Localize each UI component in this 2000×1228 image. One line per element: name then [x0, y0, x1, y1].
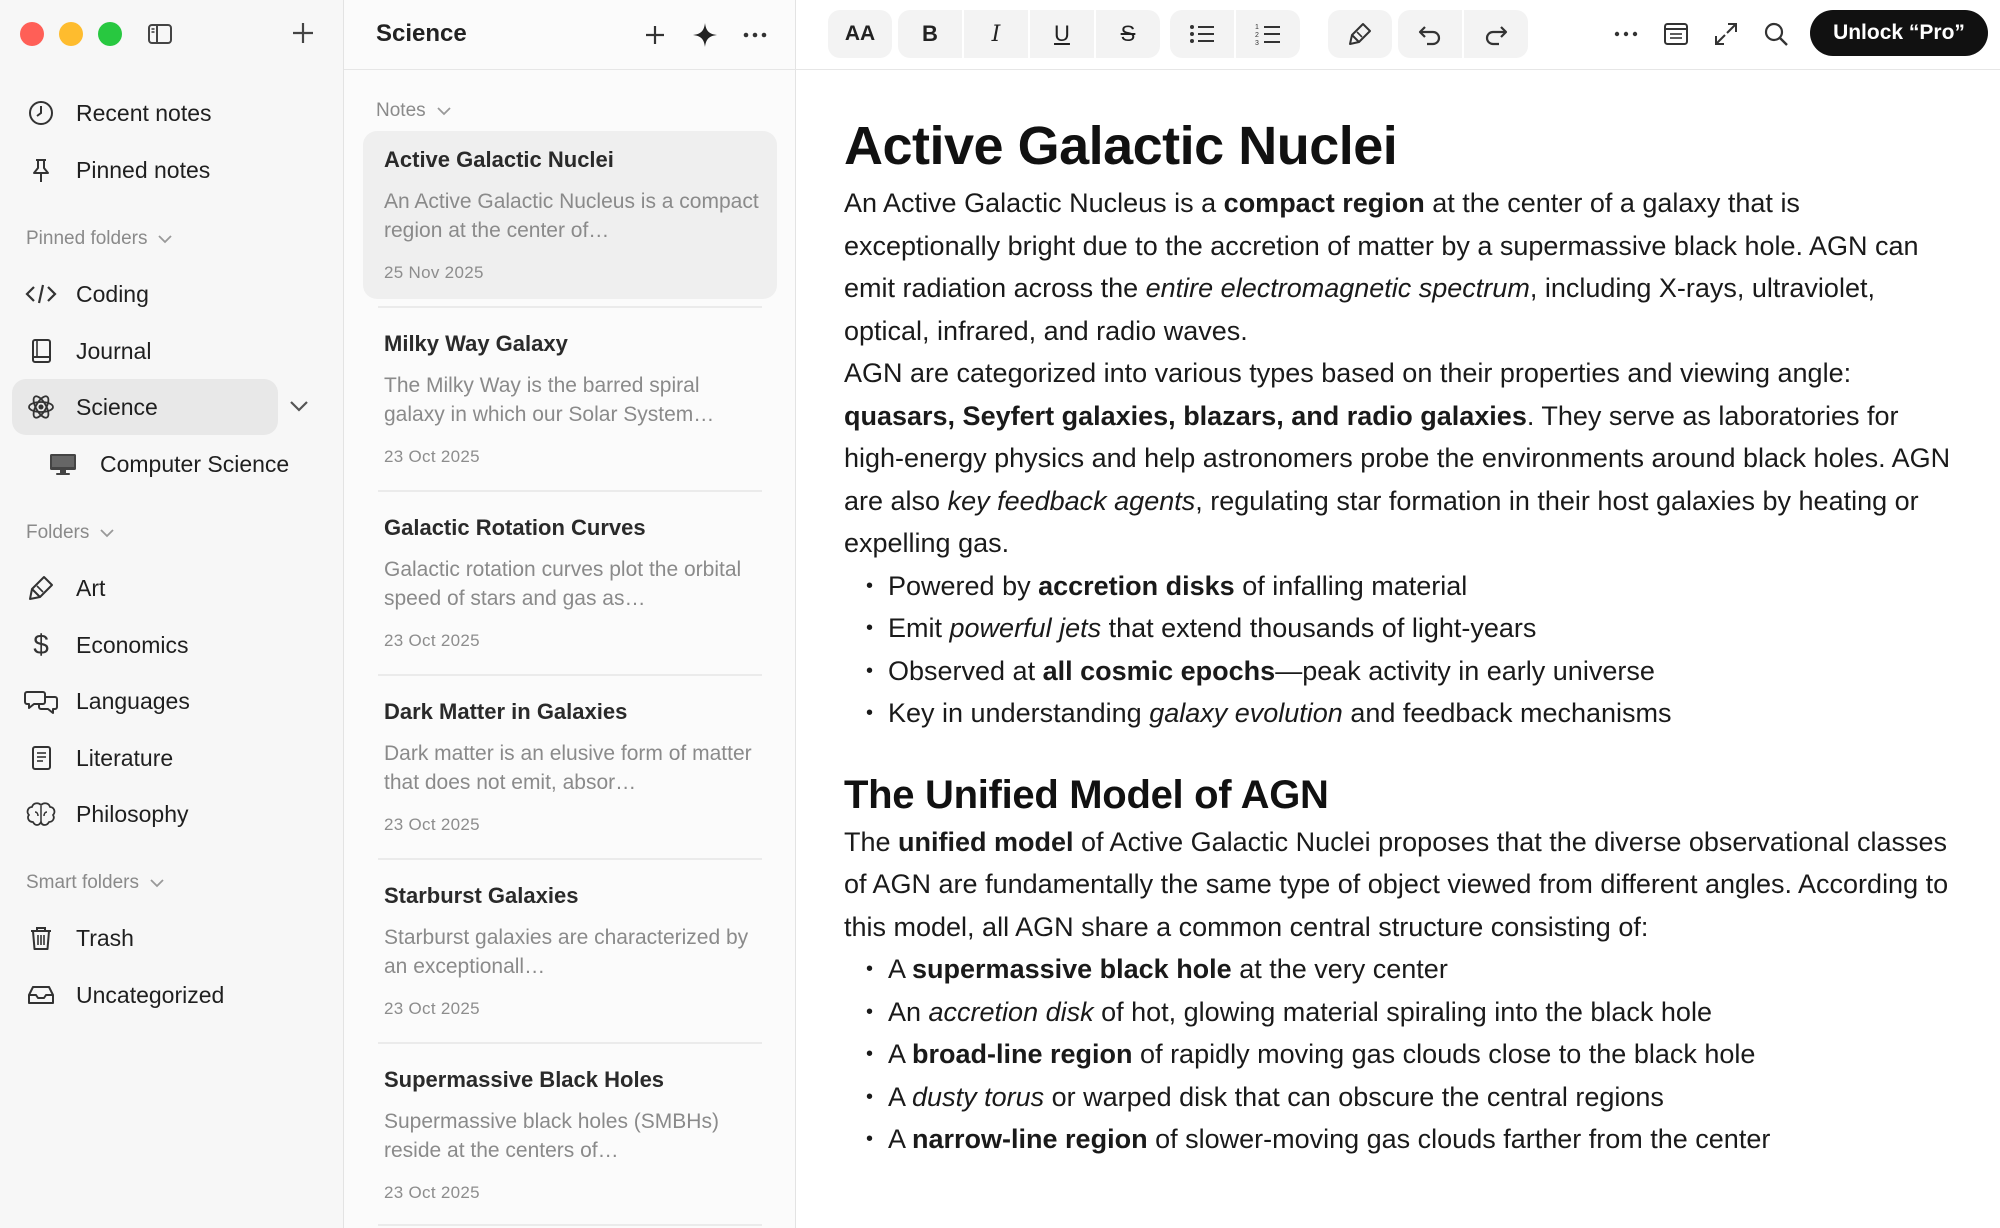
- bold-text: compact region: [1223, 188, 1425, 218]
- atom-icon: [24, 390, 58, 424]
- list-item: [866, 1076, 1954, 1119]
- sidebar-item-uncategorized[interactable]: [12, 967, 320, 1023]
- svg-text:3: 3: [1255, 40, 1259, 46]
- note-title: Milky Way Galaxy: [384, 331, 568, 356]
- italic-text: powerful jets: [949, 613, 1102, 643]
- more-options-icon[interactable]: [1610, 18, 1642, 50]
- clock-icon: [24, 96, 58, 130]
- text-run: An Active Galactic Nucleus is a: [844, 188, 1224, 218]
- notes-section[interactable]: [376, 100, 452, 122]
- sidebar-item-recent-notes[interactable]: [12, 85, 320, 141]
- inbox-icon: [24, 978, 58, 1012]
- bold-button[interactable]: B: [922, 21, 938, 46]
- brain-icon: [24, 797, 58, 831]
- sidebar-item-journal[interactable]: [12, 323, 320, 379]
- sidebar-item-art[interactable]: [12, 560, 320, 616]
- text-run: An: [888, 996, 929, 1027]
- paragraph: [844, 182, 1954, 352]
- text-run: A: [888, 954, 913, 984]
- text-run: The: [844, 826, 899, 857]
- italic-text: galaxy evolution: [1149, 698, 1343, 728]
- editor: [796, 0, 2000, 1228]
- text-style-group: [898, 10, 1160, 58]
- note-heading: Active Galactic Nuclei: [844, 116, 1398, 176]
- window-controls: [20, 22, 122, 46]
- text-run: Key in understanding: [888, 698, 1150, 728]
- bold-text: accretion disks: [1038, 570, 1235, 601]
- sidebar-item-label: Science: [76, 393, 158, 420]
- text-run: . They serve as laboratories for high-energy physics and help astronomers probe the environments around black holes. AGN are also: [844, 400, 1951, 516]
- sidebar-item-label: Coding: [76, 280, 149, 307]
- text-run: that extend thousands of light-years: [1101, 613, 1537, 643]
- section-label: Pinned folders: [26, 228, 148, 249]
- section-label: Folders: [26, 522, 90, 543]
- sidebar-item-philosophy[interactable]: [12, 786, 320, 842]
- sidebar-item-label: Pinned notes: [76, 156, 211, 183]
- history-group: [1398, 10, 1528, 58]
- note-preview: Supermassive black holes (SMBHs) reside at the centers of…: [384, 1110, 719, 1162]
- note-list-item[interactable]: [363, 683, 777, 851]
- text-run: of slower-moving gas clouds farther from the center: [1147, 1124, 1771, 1154]
- text-run: A: [888, 1039, 913, 1069]
- section-label: Notes: [376, 100, 426, 121]
- text-run: of hot, glowing material spiraling into the black hole: [1093, 996, 1712, 1027]
- chevron-down-icon[interactable]: [286, 393, 312, 419]
- text-run: or warped disk that can obscure the central regions: [1044, 1081, 1664, 1112]
- sidebar-item-label: Computer Science: [100, 450, 290, 477]
- text-run: AGN are categorized into various types based on their properties and viewing angle:: [844, 358, 1852, 388]
- code-icon: [24, 277, 58, 311]
- bold-text: all cosmic epochs: [1042, 655, 1276, 686]
- sidebar-item-coding[interactable]: [12, 266, 320, 322]
- note-list-item[interactable]: [363, 499, 777, 667]
- text-run: —peak activity in early universe: [1275, 655, 1655, 686]
- note-document[interactable]: [844, 110, 1954, 1161]
- chevron-down-icon: [149, 878, 165, 888]
- sparkle-icon[interactable]: [690, 20, 720, 50]
- highlight-button[interactable]: [1328, 10, 1392, 58]
- divider: [378, 1042, 762, 1044]
- chat-icon: [24, 684, 58, 718]
- text-run: of infalling material: [1234, 570, 1468, 601]
- chevron-down-icon: [436, 106, 452, 116]
- smart-folders-section[interactable]: [26, 872, 165, 894]
- note-date: 23 Oct 2025: [384, 631, 480, 650]
- text-run: Powered by: [888, 570, 1039, 601]
- pin-icon: [24, 153, 58, 187]
- sidebar-item-languages[interactable]: [12, 673, 320, 729]
- underline-button[interactable]: U: [1054, 21, 1070, 46]
- note-date: 23 Oct 2025: [384, 815, 480, 834]
- undo-icon: [1417, 22, 1443, 46]
- sidebar-item-label: Literature: [76, 744, 174, 771]
- section-label: Smart folders: [26, 872, 139, 893]
- bullet-list: [866, 948, 1954, 1161]
- note-preview: An Active Galactic Nucleus is a compact region at the center of…: [384, 190, 759, 242]
- zoom-window-button[interactable]: [98, 22, 122, 46]
- highlighter-icon: [1347, 21, 1373, 47]
- divider: [378, 1224, 762, 1226]
- close-window-button[interactable]: [20, 22, 44, 46]
- strikethrough-button[interactable]: S: [1120, 21, 1136, 46]
- sidebar-item-label: Art: [76, 574, 106, 601]
- text-run: A: [888, 1124, 913, 1154]
- redo-icon: [1483, 22, 1509, 46]
- bold-text: narrow-line region: [912, 1124, 1148, 1154]
- note-list-item[interactable]: [363, 315, 777, 483]
- text-run: at the very center: [1231, 954, 1448, 984]
- dollar-icon: $: [33, 629, 49, 660]
- bullet-list-button[interactable]: [1170, 10, 1234, 58]
- list-item: [866, 948, 1954, 991]
- font-size-button[interactable]: AA: [844, 22, 876, 45]
- italic-text: accretion disk: [928, 996, 1094, 1027]
- italic-button[interactable]: I: [991, 21, 1001, 47]
- bullet-list: [866, 565, 1954, 735]
- italic-text: entire electromagnetic spectrum: [1145, 273, 1530, 303]
- sidebar-item-literature[interactable]: [12, 730, 320, 786]
- note-title: Starburst Galaxies: [384, 883, 579, 908]
- list-item: [866, 565, 1954, 608]
- monitor-icon: [46, 447, 80, 481]
- list-item: [866, 1033, 1954, 1076]
- note-preview: Dark matter is an elusive form of matter that does not emit, absor…: [384, 742, 752, 794]
- bold-text: broad-line region: [912, 1039, 1133, 1069]
- chevron-down-icon: [99, 528, 115, 538]
- bullet-list-icon: [1189, 23, 1215, 45]
- unlock-pro-button[interactable]: Unlock “Pro”: [1810, 10, 1988, 56]
- note-date: 23 Oct 2025: [384, 999, 480, 1018]
- sidebar-item-label: Journal: [76, 337, 152, 364]
- sidebar: [0, 0, 344, 1228]
- chevron-down-icon: [157, 234, 173, 244]
- note-preview: Galactic rotation curves plot the orbital speed of stars and gas as…: [384, 558, 742, 610]
- brush-icon: [24, 571, 58, 605]
- new-note-icon[interactable]: [640, 20, 670, 50]
- paragraph: [844, 352, 1954, 565]
- note-title: Galactic Rotation Curves: [384, 515, 646, 540]
- sidebar-item-label: Languages: [76, 687, 190, 714]
- redo-button[interactable]: [1464, 10, 1528, 58]
- note-list-header: [344, 0, 796, 70]
- list-group: [1170, 10, 1300, 58]
- note-list-item[interactable]: [363, 131, 777, 299]
- note-list-item[interactable]: [363, 867, 777, 1035]
- note-date: 25 Nov 2025: [384, 263, 484, 282]
- note-preview: Starburst galaxies are characterized by an exceptionall…: [384, 926, 749, 978]
- sidebar-item-science[interactable]: [12, 379, 278, 435]
- pinned-folders-section[interactable]: [26, 228, 173, 250]
- sidebar-toggle-icon[interactable]: [146, 20, 174, 48]
- expand-icon[interactable]: [1710, 18, 1742, 50]
- list-item: [866, 607, 1954, 650]
- list-item: [866, 991, 1954, 1034]
- note-list-item[interactable]: [363, 1051, 777, 1219]
- more-options-icon[interactable]: [740, 20, 770, 50]
- text-run: of rapidly moving gas clouds close to the black hole: [1132, 1039, 1756, 1069]
- section-heading: The Unified Model of AGN: [844, 772, 1329, 817]
- bold-text: quasars, Seyfert galaxies, blazars, and radio galaxies: [844, 400, 1527, 431]
- divider: [378, 674, 762, 676]
- note-title: Supermassive Black Holes: [384, 1067, 665, 1092]
- numbered-list-button[interactable]: [1236, 10, 1300, 58]
- highlight-group: [1328, 10, 1392, 58]
- divider: [378, 858, 762, 860]
- reader-view-icon[interactable]: [1660, 18, 1692, 50]
- italic-text: key feedback agents: [947, 485, 1196, 516]
- text-run: , including X-rays, ultraviolet, optical, infrared, and radio waves.: [844, 273, 1875, 346]
- bold-text: supermassive black hole: [912, 954, 1232, 984]
- sidebar-item-label: Economics: [76, 631, 189, 658]
- trash-icon: [24, 921, 58, 955]
- note-list: [344, 0, 796, 1228]
- text-run: Emit: [888, 613, 950, 643]
- text-run: of Active Galactic Nuclei proposes that the diverse observational classes of AGN are fundamentally the same type of object viewed from different angles. According to this model, all AGN share a common central structure consisting of:: [844, 826, 1949, 942]
- list-item: [866, 692, 1954, 735]
- text-run: A: [888, 1081, 913, 1112]
- bold-text: unified model: [898, 826, 1074, 857]
- svg-text:1: 1: [1255, 24, 1259, 31]
- note-date: 23 Oct 2025: [384, 1183, 480, 1202]
- formatting-toolbar: [796, 0, 2000, 70]
- sidebar-item-label: Trash: [76, 924, 134, 951]
- note-title: Active Galactic Nuclei: [384, 147, 614, 172]
- undo-button[interactable]: [1398, 10, 1462, 58]
- svg-text:2: 2: [1255, 32, 1259, 39]
- list-item: [866, 1118, 1954, 1161]
- note-date: 23 Oct 2025: [384, 447, 480, 466]
- folders-section[interactable]: [26, 522, 115, 544]
- text-run: and feedback mechanisms: [1342, 698, 1672, 728]
- numbered-list-icon: [1255, 22, 1281, 46]
- divider: [378, 490, 762, 492]
- book-icon: [24, 334, 58, 368]
- notebook-icon: [24, 741, 58, 775]
- sidebar-item-trash[interactable]: [12, 910, 320, 966]
- sidebar-item-label: Philosophy: [76, 800, 189, 827]
- sidebar-item-pinned-notes[interactable]: [12, 142, 320, 198]
- sidebar-item-label: Uncategorized: [76, 981, 225, 1008]
- note-title: Dark Matter in Galaxies: [384, 699, 628, 724]
- text-run: Observed at: [888, 655, 1043, 686]
- folder-title: Science: [376, 20, 467, 47]
- search-icon[interactable]: [1760, 18, 1792, 50]
- text-run: at the center of a galaxy that is exceptionally bright due to the accretion of matter by a supermassive black hole. AGN can emit radiation across the: [844, 188, 1919, 303]
- add-folder-icon[interactable]: [288, 18, 318, 48]
- note-preview: The Milky Way is the barred spiral galaxy in which our Solar System…: [384, 374, 715, 426]
- paragraph: [844, 821, 1954, 949]
- italic-text: dusty torus: [912, 1081, 1045, 1112]
- divider: [378, 306, 762, 308]
- sidebar-item-computer-science[interactable]: [12, 436, 320, 492]
- font-size-group: [828, 10, 892, 58]
- list-item: [866, 650, 1954, 693]
- sidebar-item-label: Recent notes: [76, 99, 212, 126]
- sidebar-item-economics[interactable]: [12, 617, 320, 673]
- minimize-window-button[interactable]: [59, 22, 83, 46]
- text-run: , regulating star formation in their host galaxies by heating or expelling gas.: [844, 485, 1919, 558]
